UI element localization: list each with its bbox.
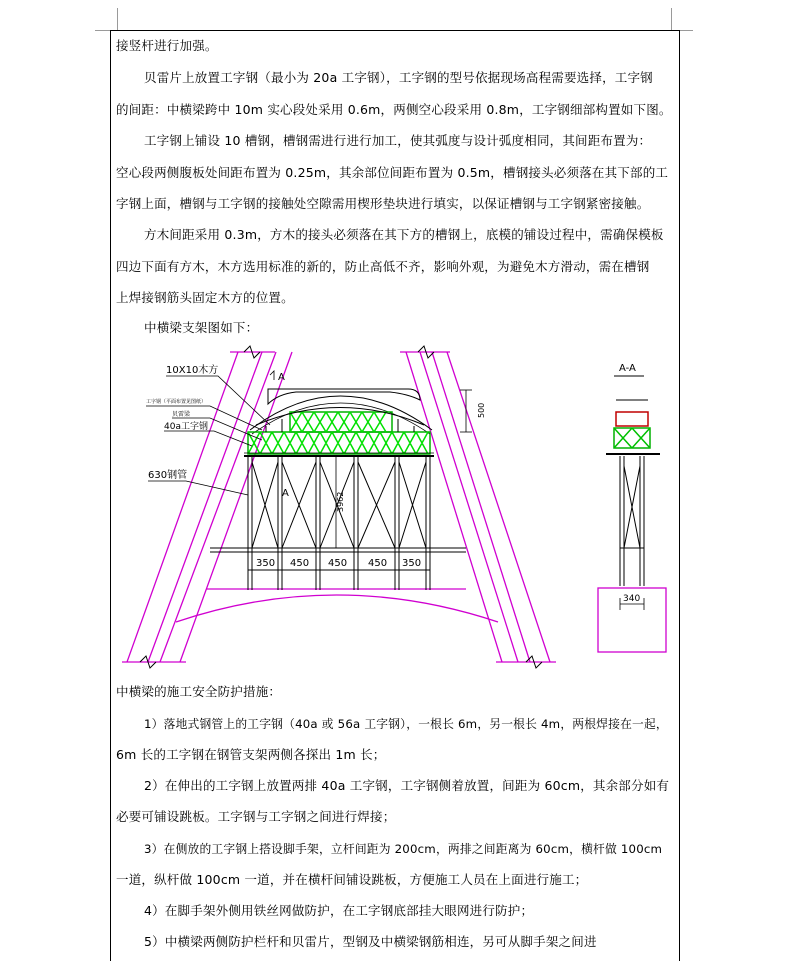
safety-item-3-line-2: 一道，纵杆做 100cm 一道，并在横杆间铺设跳板，方便施工人员在上面进行施工；: [116, 872, 588, 887]
safety-item-5-line-1: 5）中横梁两侧防护栏杆和贝雷片，型钢及中横梁钢筋相连，另可从脚手架之间进: [144, 934, 597, 949]
paragraph-4-line-2: 四边下面有方木，木方选用标准的新的，防止高低不齐，影响外观，为避免木方滑动，需在槽钢: [116, 259, 650, 274]
label-ibeam40: 40a工字钢: [164, 422, 208, 432]
paragraph-5-line-1: 中横梁支架图如下：: [144, 320, 259, 335]
safety-item-4-line-1: 4）在脚手架外侧用铁丝网做防护，在工字钢底部挂大眼网进行防护；: [144, 903, 534, 918]
label-section-title: A-A: [619, 363, 636, 374]
paragraph-4-line-3: 上焊接钢筋头固定木方的位置。: [116, 290, 294, 305]
safety-item-3-line-1: 3）在侧放的工字钢上搭设脚手架，立杆间距为 200cm，两排之间距离为 60cm，横杆做 100cm: [144, 842, 663, 856]
bailey-truss: [248, 408, 430, 455]
label-height-dim: 500: [477, 402, 486, 418]
paragraph-3-line-2: 空心段两侧腹板处间距布置为 0.25m，其余部位间距布置为 0.5m，槽钢接头必须落在其下部的工: [116, 165, 669, 180]
label-pipe: 630钢管: [148, 470, 188, 481]
label-bailey: 贝雷梁: [172, 411, 191, 418]
section-view: [598, 376, 666, 652]
span-label: 450: [328, 558, 348, 569]
safety-heading: 中横梁的施工安全防护措施：: [116, 684, 282, 699]
span-label: 350: [402, 558, 422, 569]
label-center-dim: 3962: [336, 491, 345, 512]
paragraph-3-line-1: 工字钢上铺设 10 槽钢，槽钢需进行进行加工，使其弧度与设计弧度相同，其间距布置为：: [144, 133, 652, 148]
safety-item-1-line-1: 1）落地式钢管上的工字钢（40a 或 56a 工字钢），一根长 6m，另一根长 4m，两根焊接在一起，: [144, 717, 668, 731]
label-timber: 10X10木方: [166, 365, 219, 376]
safety-item-1-line-2: 6m 长的工字钢在钢管支架两侧各探出 1m 长；: [116, 747, 386, 762]
paragraph-3-line-3: 字钢上面，槽钢与工字钢的接触处空隙需用楔形垫块进行填实，以保证槽钢与工字钢紧密接触。: [116, 196, 650, 211]
label-section-ref: A: [278, 372, 285, 383]
safety-item-2-line-1: 2）在伸出的工字钢上放置两排 40a 工字钢，工字钢侧着放置，间距为 60cm，其余部分如有: [144, 778, 670, 793]
safety-item-2-line-2: 必要可铺设跳板。工字钢与工字钢之间进行焊接；: [116, 809, 396, 824]
label-ibeam-note: 工字钢（平面布置见图纸）: [146, 399, 207, 405]
label-section-ref-2: A: [282, 488, 289, 499]
paragraph-4-line-1: 方木间距采用 0.3m，方木的接头必须落在其下方的槽钢上，底模的铺设过程中，需确保模板: [144, 227, 664, 242]
paragraph-1-line-1: 接竖杆进行加强。: [116, 38, 218, 53]
paragraph-2-line-2: 的间距：中横梁跨中 10m 实心段处采用 0.6m，两侧空心段采用 0.8m，工字钢细部构置如下图。: [116, 102, 672, 117]
steel-pipe-frame: [210, 456, 466, 590]
paragraph-2-line-1: 贝雷片上放置工字钢（最小为 20a 工字钢），工字钢的型号依据现场高程需要选择，工字钢: [144, 70, 653, 85]
span-label: 450: [290, 558, 310, 569]
span-label: 350: [256, 558, 276, 569]
span-label: 450: [368, 558, 388, 569]
span-dimensions: [256, 558, 421, 569]
label-section-width: 340: [623, 594, 641, 604]
lower-arch: [176, 595, 498, 622]
